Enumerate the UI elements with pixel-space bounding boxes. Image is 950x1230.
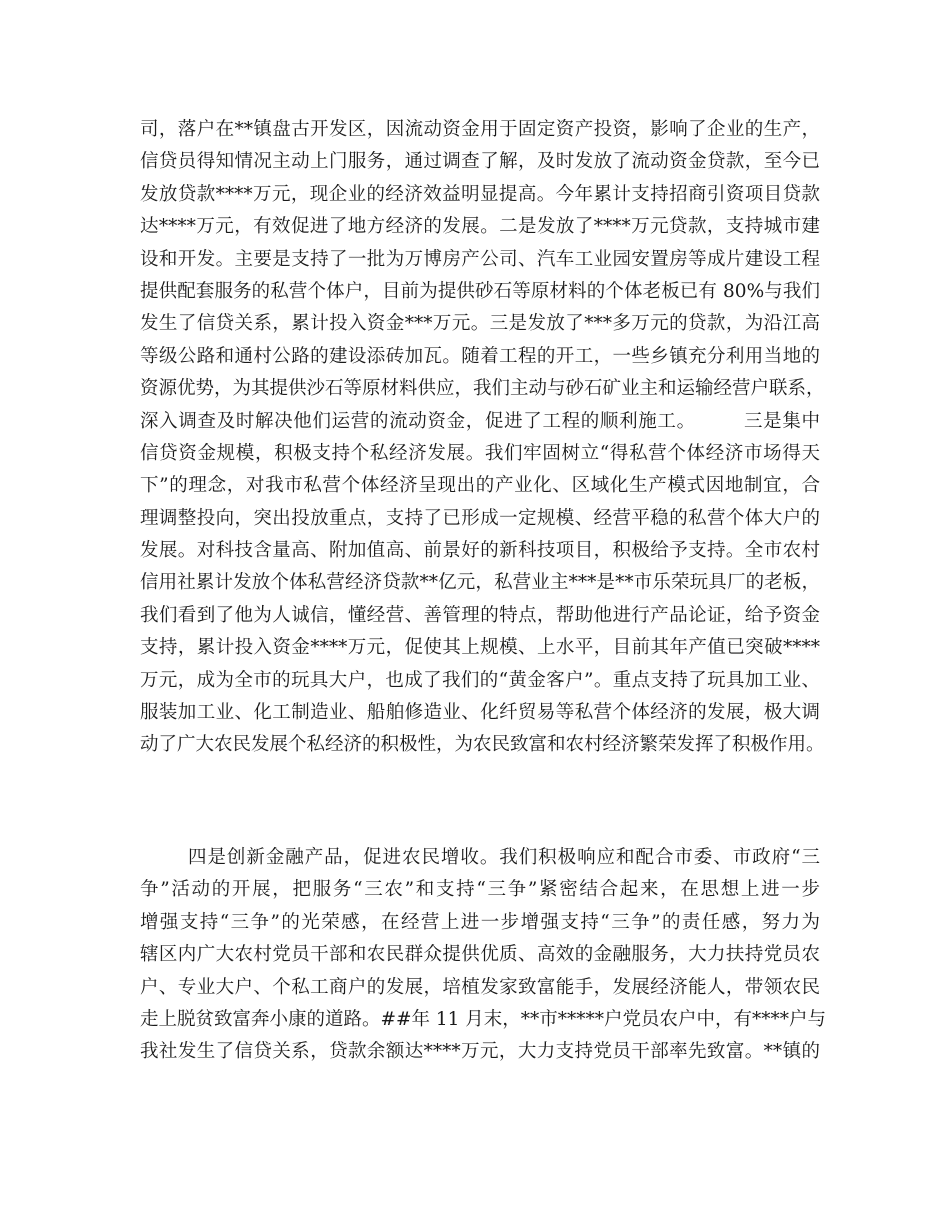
text-line: 发放贷款****万元，现企业的经济效益明显提高。今年累计支持招商引资项目贷款 <box>140 183 820 205</box>
text-line: 发展。对科技含量高、附加值高、前景好的新科技项目，积极给予支持。全市农村 <box>140 540 820 562</box>
text-line: 四是创新金融产品，促进农民增收。我们积极响应和配合市委、市政府“三 <box>188 847 820 868</box>
paragraph-2 <box>140 842 827 1069</box>
text-line: 动了广大农民发展个私经济的积极性，为农民致富和农村经济繁荣发挥了积极作用。 <box>140 734 825 756</box>
text-line: 辖区内广大农村党员干部和农民群众提供优质、高效的金融服务，大力扶持党员农 <box>140 944 820 966</box>
text-line: 我社发生了信贷关系，贷款余额达****万元，大力支持党员干部率先致富。**镇的 <box>140 1041 820 1063</box>
text-line: 增强支持“三争”的光荣感，在经营上进一步增强支持“三争”的责任感，努力为 <box>140 911 820 933</box>
text-line: 信用社累计发放个体私营经济贷款**亿元，私营业主***是**市乐荣玩具厂的老板， <box>140 572 820 594</box>
paragraph-1 <box>140 114 825 762</box>
text-line: 支持，累计投入资金****万元，促使其上规模、上水平，目前其年产值已突破**** <box>140 637 820 659</box>
text-line: 发生了信贷关系，累计投入资金***万元。三是发放了***多万元的贷款，为沿江高 <box>140 313 820 335</box>
text-line: 争”活动的开展，把服务“三农”和支持“三争”紧密结合起来，在思想上进一步 <box>140 879 820 901</box>
text-line: 设和开发。主要是支持了一批为万博房产公司、汽车工业园安置房等成片建设工程 <box>140 248 820 270</box>
text-line: 信贷资金规模，积极支持个私经济发展。我们牢固树立“得私营个体经济市场得天 <box>140 442 820 464</box>
text-line: 信贷员得知情况主动上门服务，通过调查了解，及时发放了流动资金贷款，至今已 <box>140 151 820 173</box>
text-line: 走上脱贫致富奔小康的道路。##年 11 月末，**市*****户党员农户中，有****户与 <box>140 1008 827 1030</box>
text-line: 达****万元，有效促进了地方经济的发展。二是发放了****万元贷款，支持城市建 <box>140 216 820 238</box>
text-line: 下”的理念，对我市私营个体经济呈现出的产业化、区域化生产模式因地制宜，合 <box>140 475 820 497</box>
text-line: 万元，成为全市的玩具大户，也成了我们的“黄金客户”。重点支持了玩具加工业、 <box>140 669 820 691</box>
text-line: 理调整投向，突出投放重点，支持了已形成一定规模、经营平稳的私营个体大户的 <box>140 507 820 529</box>
text-line: 户、专业大户、个私工商户的发展，培植发家致富能手，发展经济能人，带领农民 <box>140 976 820 998</box>
text-line: 资源优势，为其提供沙石等原材料供应，我们主动与砂石矿业主和运输经营户联系， <box>140 378 825 400</box>
text-line: 提供配套服务的私营个体户，目前为提供砂石等原材料的个体老板已有 80%与我们 <box>140 280 820 302</box>
text-line: 我们看到了他为人诚信，懂经营、善管理的特点，帮助他进行产品论证，给予资金 <box>140 604 820 626</box>
text-line: 等级公路和通村公路的建设添砖加瓦。随着工程的开工，一些乡镇充分利用当地的 <box>140 345 820 367</box>
text-line: 司，落户在**镇盘古开发区，因流动资金用于固定资产投资，影响了企业的生产， <box>140 119 820 140</box>
text-line: 深入调查及时解决他们运营的流动资金，促进了工程的顺利施工。 三是集中 <box>140 410 820 432</box>
text-line: 服装加工业、化工制造业、船舶修造业、化纤贸易等私营个体经济的发展，极大调 <box>140 702 820 724</box>
